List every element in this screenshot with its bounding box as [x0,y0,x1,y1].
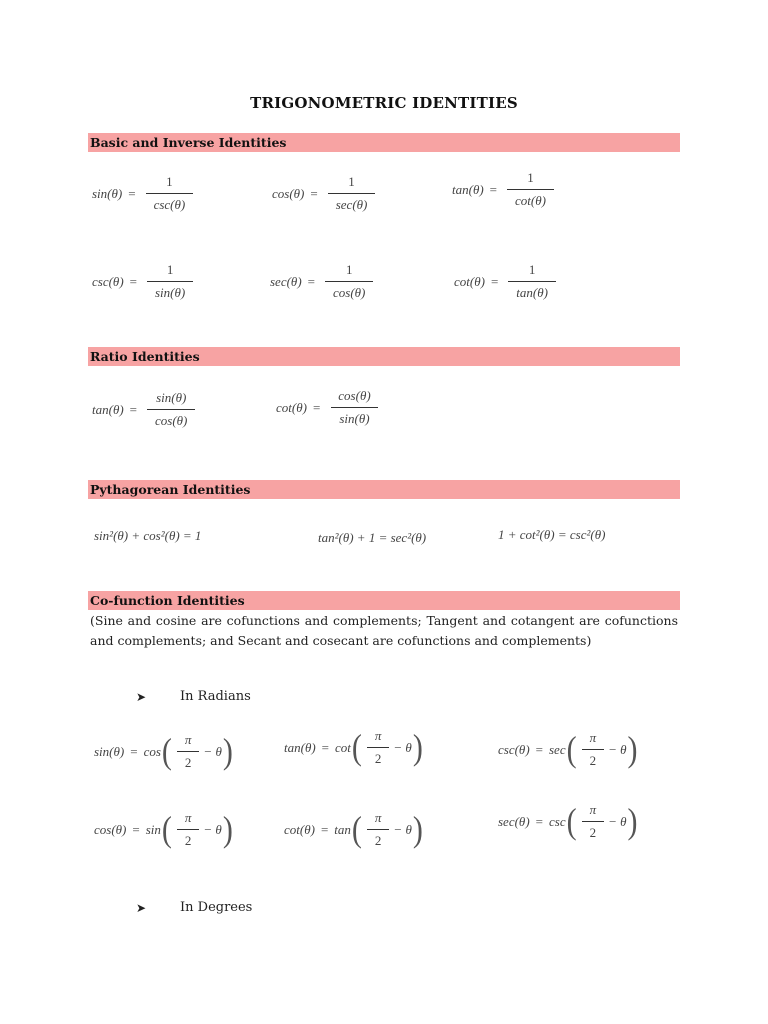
function-name: sec [549,741,566,757]
denominator: cos(θ) [147,409,195,429]
minus-theta: − θ [393,821,412,837]
right-paren: ) [627,729,638,769]
lhs: cot(θ) [276,399,307,415]
lhs: cos(θ) [272,185,305,201]
denominator: 2 [582,749,605,769]
numerator: π [184,732,192,747]
equals-sign: = [535,741,543,757]
identity-pythagorean-1: sin²(θ) + cos²(θ) = 1 [94,528,202,543]
equals-sign: = [310,185,318,201]
identity-sin-reciprocal [92,174,197,213]
identity-sec-reciprocal [270,262,377,301]
numerator: sin(θ) [156,390,187,405]
fraction [328,174,376,213]
lhs: tan(θ) [92,401,124,417]
fraction [367,728,390,767]
identity-pythagorean-2: tan²(θ) + 1 = sec²(θ) [318,530,427,545]
lhs: sec(θ) [498,813,530,829]
identity-cot-ratio [276,388,383,427]
function-name: tan [334,821,351,837]
arrow-bullet-icon: ➤ [136,689,147,704]
identity-tan-ratio [92,390,199,429]
cofunction-cos-radians [94,810,234,849]
equals-sign: = [130,743,138,759]
equals-sign: = [129,273,137,289]
right-paren: ) [222,809,233,849]
fraction [330,388,378,427]
right-paren: ) [412,727,423,767]
lhs: sin(θ) [92,185,123,201]
fraction [147,390,195,429]
denominator: sin(θ) [331,407,377,427]
numerator: π [589,802,597,817]
identity-pythagorean-3: 1 + cot²(θ) = csc²(θ) [498,527,606,542]
fraction [177,732,200,771]
section-pythagorean: Pythagorean Identities [88,480,680,499]
minus-theta: − θ [608,741,627,757]
left-paren: ( [566,729,577,769]
minus-theta: − θ [393,739,412,755]
section-cofunction: Co-function Identities [88,591,680,610]
numerator: cos(θ) [338,388,371,403]
numerator: π [589,730,597,745]
lhs: cot(θ) [284,821,315,837]
minus-theta: − θ [203,743,222,759]
equals-sign: = [320,821,329,837]
denominator: 2 [367,829,390,849]
bullet-in-radians [136,689,251,704]
left-paren: ( [161,731,172,771]
lhs: cot(θ) [454,273,485,289]
function-name: cos [143,743,161,759]
left-paren: ( [566,801,577,841]
numerator: π [374,810,382,825]
cofunction-description: (Sine and cosine are cofunctions and complements; Tangent and cotangent are cofunctions and complements; and Secant and cosecant are cofunctions and complements) [90,613,678,648]
denominator: 2 [367,747,390,767]
denominator: sin(θ) [147,281,193,301]
section-ratio: Ratio Identities [88,347,680,366]
minus-theta: − θ [203,821,222,837]
bullet-label: In Degrees [180,900,253,915]
lhs: sin(θ) [94,743,125,759]
equals-sign: = [307,273,315,289]
equals-sign: = [321,739,329,755]
bullet-in-degrees [136,900,252,915]
arrow-bullet-icon: ➤ [136,900,147,915]
identity-tan-reciprocal [452,170,558,209]
identity-cos-reciprocal [272,174,379,213]
cofunction-tan-radians [284,728,424,767]
fraction [582,802,605,841]
fraction [582,730,605,769]
identity-csc-reciprocal [92,262,197,301]
function-name: cot [335,739,351,755]
fraction [507,170,554,209]
denominator: 2 [177,751,200,771]
section-basic-inverse: Basic and Inverse Identities [88,133,680,152]
denominator: 2 [177,829,200,849]
numerator: 1 [527,170,534,185]
left-paren: ( [161,809,172,849]
lhs: cos(θ) [94,821,127,837]
fraction [367,810,390,849]
numerator: π [374,728,382,743]
right-paren: ) [627,801,638,841]
right-paren: ) [412,809,423,849]
fraction [177,810,200,849]
fraction [146,174,194,213]
equals-sign: = [312,399,321,415]
equals-sign: = [128,185,136,201]
equals-sign: = [490,273,499,289]
lhs: csc(θ) [498,741,530,757]
lhs: sec(θ) [270,273,302,289]
numerator: 1 [348,174,355,189]
fraction [508,262,556,301]
function-name: csc [549,813,566,829]
cofunction-sin-radians [94,732,234,771]
cofunction-csc-radians [498,730,639,769]
denominator: tan(θ) [508,281,556,301]
fraction [325,262,373,301]
numerator: π [184,810,192,825]
function-name: sin [145,821,161,837]
lhs: csc(θ) [92,273,124,289]
denominator: csc(θ) [146,193,194,213]
equals-sign: = [489,181,497,197]
denominator: cot(θ) [507,189,554,209]
lhs: tan(θ) [284,739,316,755]
denominator: cos(θ) [325,281,373,301]
equals-sign: = [129,401,137,417]
equals-sign: = [535,813,543,829]
fraction [147,262,193,301]
page-title: TRIGONOMETRIC IDENTITIES [250,94,518,112]
numerator: 1 [345,262,353,277]
lhs: tan(θ) [452,181,484,197]
denominator: sec(θ) [328,193,376,213]
left-paren: ( [351,727,362,767]
bullet-label: In Radians [180,689,251,704]
numerator: 1 [166,262,174,277]
right-paren: ) [222,731,233,771]
numerator: 1 [528,262,536,277]
left-paren: ( [351,809,362,849]
minus-theta: − θ [608,813,627,829]
numerator: 1 [166,174,173,189]
cofunction-cot-radians [284,810,424,849]
identity-cot-reciprocal [454,262,560,301]
denominator: 2 [582,821,605,841]
cofunction-sec-radians [498,802,639,841]
equals-sign: = [132,821,140,837]
